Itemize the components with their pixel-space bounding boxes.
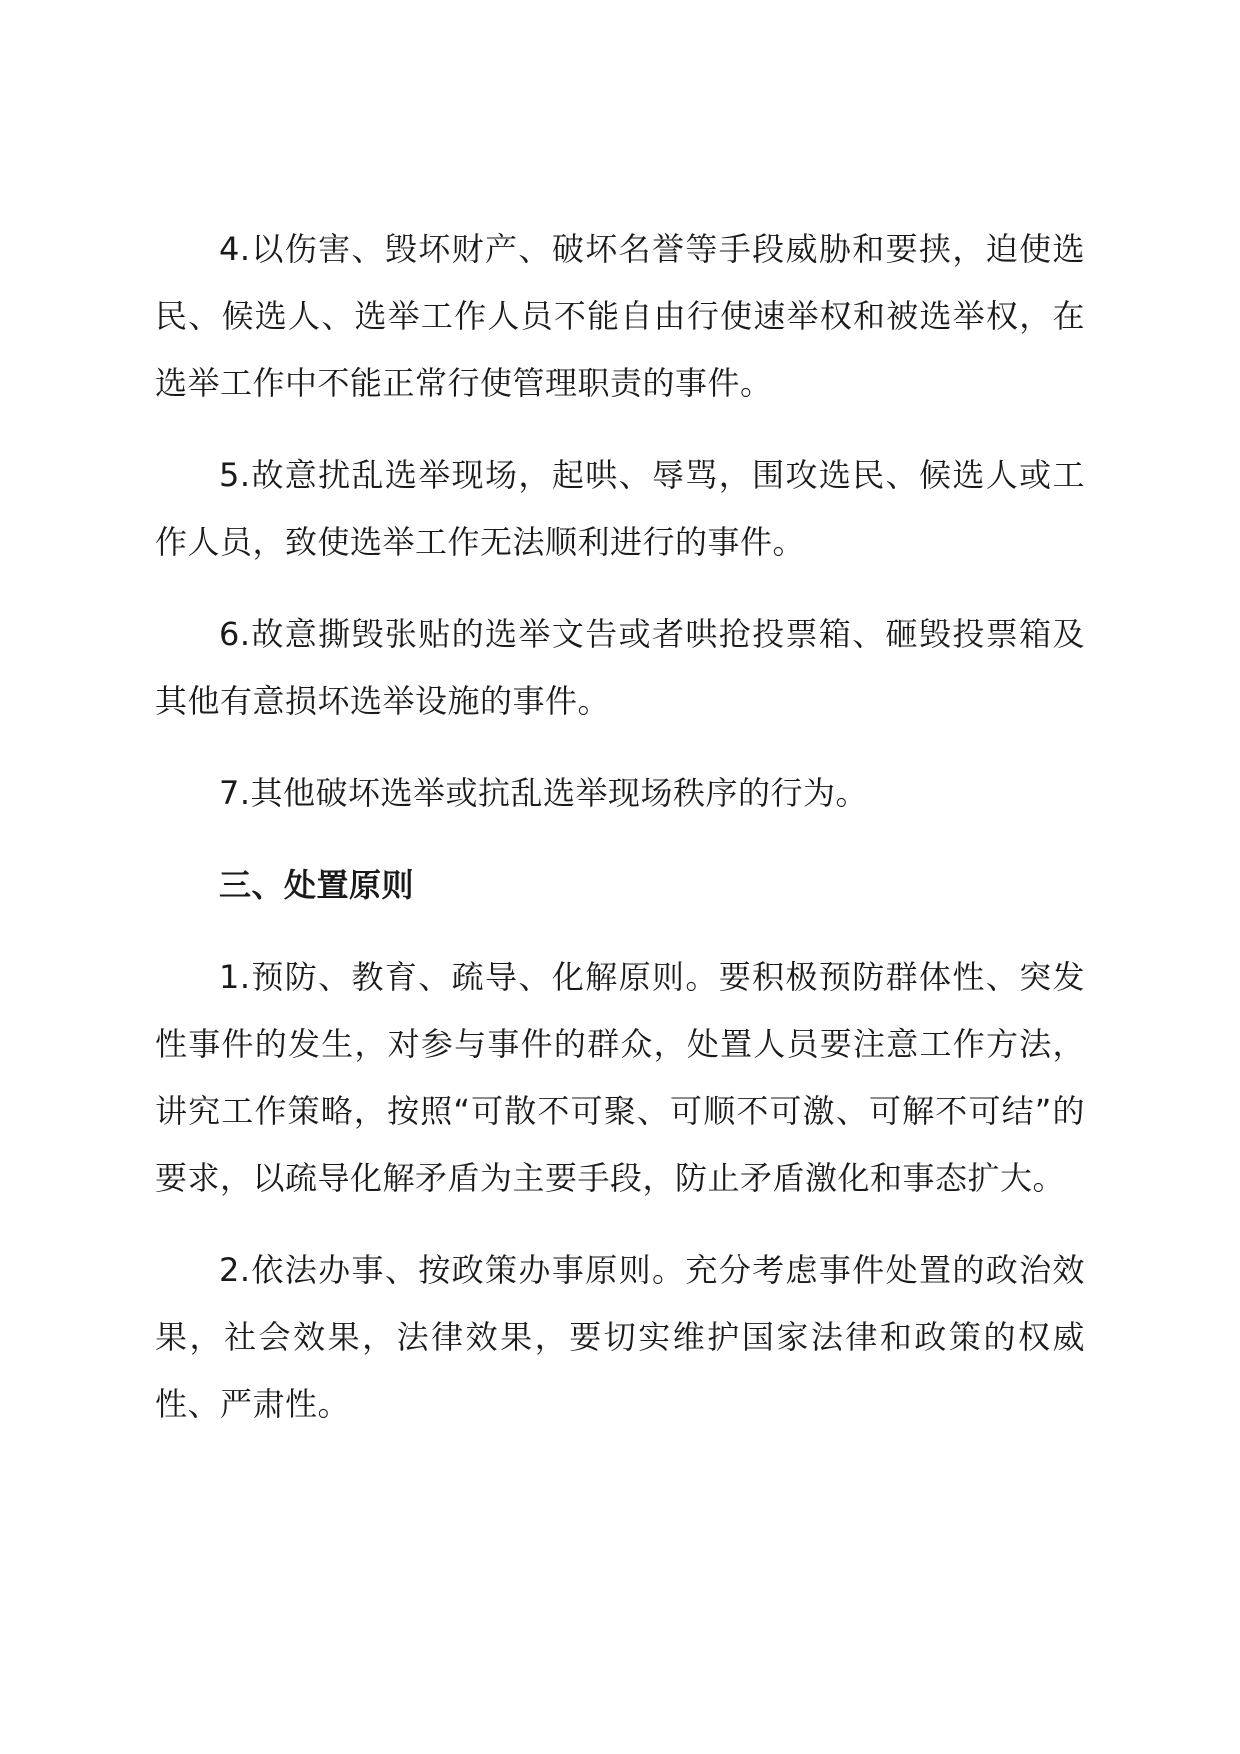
paragraph-item-6: 6.故意撕毁张贴的选举文告或者哄抢投票箱、砸毁投票箱及其他有意损坏选举设施的事件。 (155, 615, 1085, 720)
principle-paragraph-1: 1.预防、教育、疏导、化解原则。要积极预防群体性、突发性事件的发生，对参与事件的群众，处置人员要注意工作方法，讲究工作策略，按照“可散不可聚、可顺不可激、可解不可结”的要求，以疏导化解矛盾为主要手段，防止矛盾激化和事态扩大。 (155, 958, 1085, 1197)
principle-paragraph-2: 2.依法办事、按政策办事原则。充分考虑事件处置的政治效果，社会效果，法律效果，要切实维护国家法律和政策的权威性、严肃性。 (155, 1251, 1085, 1423)
document-body (155, 216, 1085, 1463)
section-heading: 三、处置原则 (219, 866, 415, 904)
paragraph-item-4: 4.以伤害、毁坏财产、破坏名誉等手段威胁和要挟，迫使选民、候选人、选举工作人员不能自由行使速举权和被选举权，在选举工作中不能正常行使管理职责的事件。 (155, 230, 1085, 402)
paragraph-item-5: 5.故意扰乱选举现场，起哄、辱骂，围攻选民、候选人或工作人员，致使选举工作无法顺利进行的事件。 (155, 456, 1085, 561)
paragraph-item-7: 7.其他破坏选举或抗乱选举现场秩序的行为。 (219, 774, 869, 812)
